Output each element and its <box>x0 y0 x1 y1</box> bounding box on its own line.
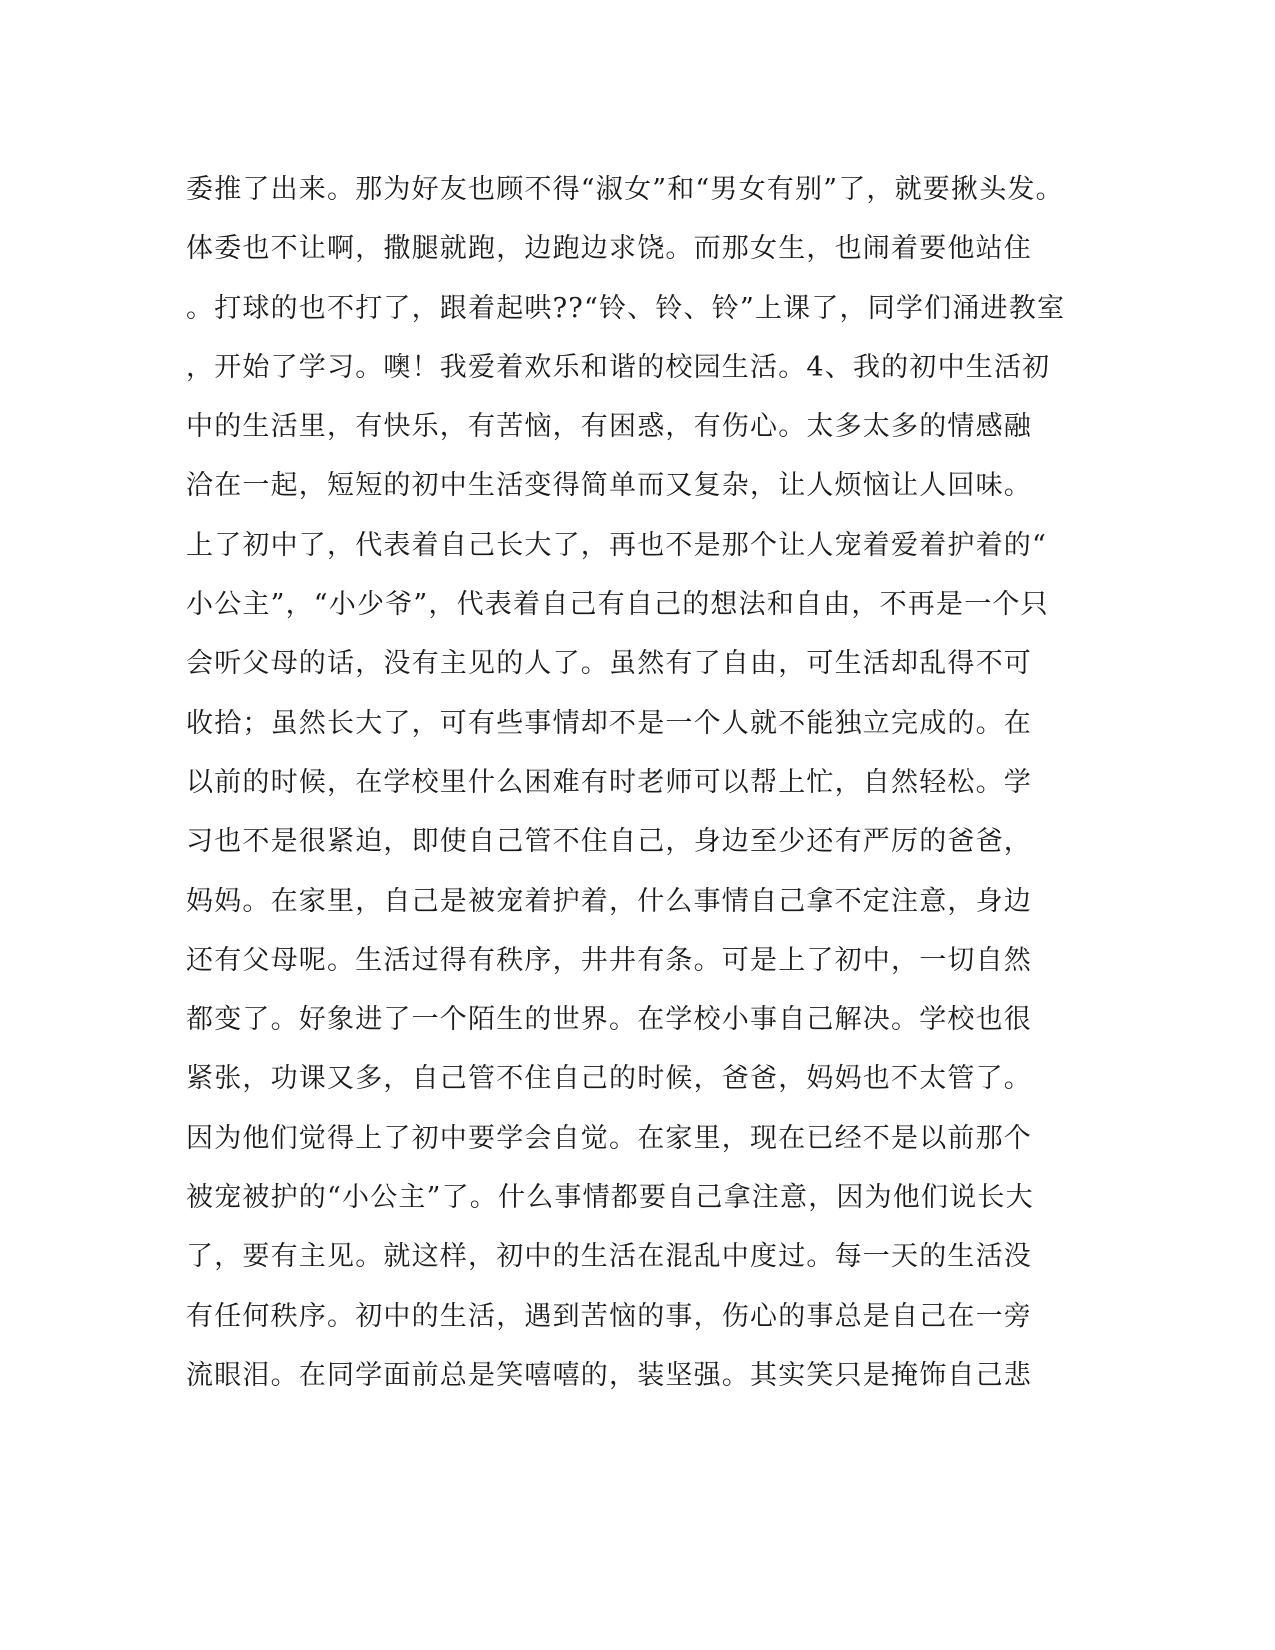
text-line: ，开始了学习。噢！我爱着欢乐和谐的校园生活。4、我的初中生活初 <box>186 351 1051 383</box>
text-line: 紧张，功课又多，自己管不住自己的时候，爸爸，妈妈也不太管了。 <box>186 1063 1032 1095</box>
text-line: 流眼泪。在同学面前总是笑嘻嘻的，装坚强。其实笑只是掩饰自己悲 <box>186 1359 1032 1391</box>
text-line: 会听父母的话，没有主见的人了。虽然有了自由，可生活却乱得不可 <box>186 648 1032 680</box>
text-line: 上了初中了，代表着自己长大了，再也不是那个让人宠着爱着护着的“ <box>186 529 1048 561</box>
text-line: 。打球的也不打了，跟着起哄??“铃、铃、铃”上课了，同学们涌进教室 <box>186 292 1066 324</box>
text-line: 有任何秩序。初中的生活，遇到苦恼的事，伤心的事总是自己在一旁 <box>186 1300 1032 1332</box>
text-line: 妈妈。在家里，自己是被宠着护着，什么事情自己拿不定注意，身边 <box>186 885 1032 917</box>
text-line: 收拾；虽然长大了，可有些事情却不是一个人就不能独立完成的。在 <box>186 707 1032 739</box>
text-line: 以前的时候，在学校里什么困难有时老师可以帮上忙，自然轻松。学 <box>186 766 1032 798</box>
text-line: 了，要有主见。就这样，初中的生活在混乱中度过。每一天的生活没 <box>186 1241 1032 1273</box>
text-line: 洽在一起，短短的初中生活变得简单而又复杂，让人烦恼让人回味。 <box>186 470 1032 502</box>
text-line: 因为他们觉得上了初中要学会自觉。在家里，现在已经不是以前那个 <box>186 1122 1032 1154</box>
text-line: 小公主”，“小少爷”，代表着自己有自己的想法和自由，不再是一个只 <box>186 589 1049 621</box>
body-text <box>186 160 1066 1405</box>
text-line: 都变了。好象进了一个陌生的世界。在学校小事自己解决。学校也很 <box>186 1004 1032 1036</box>
text-line: 体委也不让啊，撒腿就跑，边跑边求饶。而那女生，也闹着要他站住 <box>186 233 1032 265</box>
text-line: 还有父母呢。生活过得有秩序，井井有条。可是上了初中，一切自然 <box>186 944 1032 976</box>
text-line: 习也不是很紧迫，即使自己管不住自己，身边至少还有严厉的爸爸， <box>186 826 1032 858</box>
text-line: 委推了出来。那为好友也顾不得“淑女”和“男女有别”了，就要揪头发。 <box>186 174 1064 205</box>
text-line: 被宠被护的“小公主”了。什么事情都要自己拿注意，因为他们说长大 <box>186 1182 1034 1214</box>
text-line: 中的生活里，有快乐，有苦恼，有困惑，有伤心。太多太多的情感融 <box>186 411 1032 443</box>
